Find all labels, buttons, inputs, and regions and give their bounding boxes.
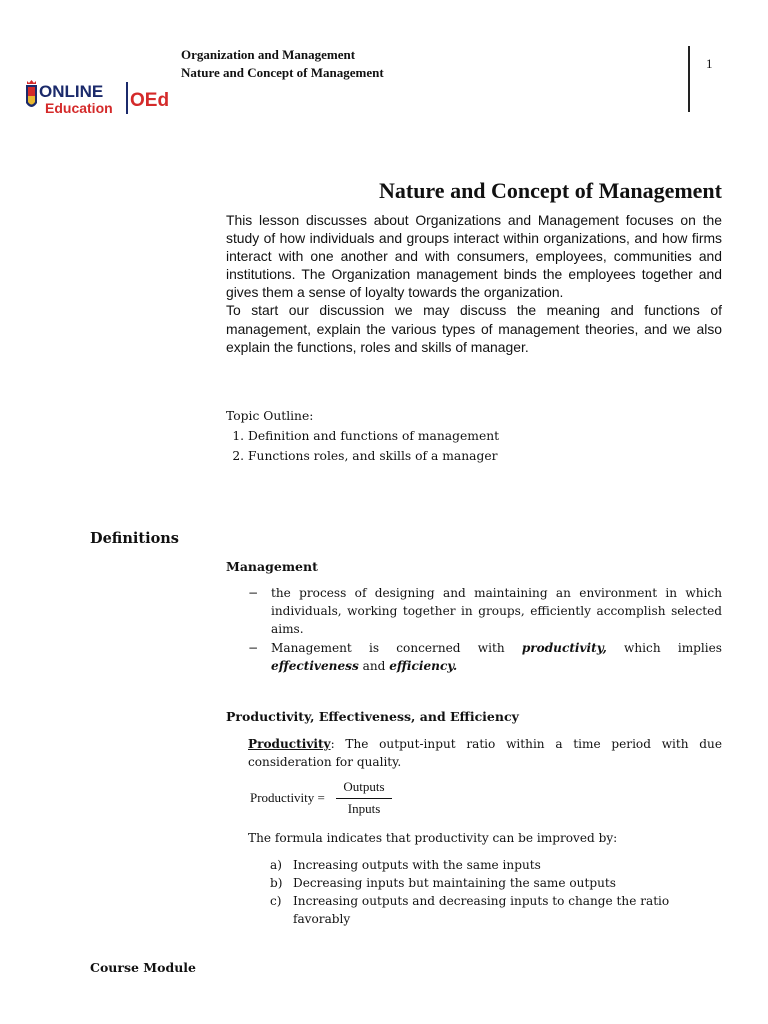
topic-outline-item: 1. Definition and functions of management (248, 426, 722, 446)
shield-icon (26, 80, 37, 107)
logo-online-text: ONLINE (39, 82, 104, 101)
topic-outline-list (226, 426, 722, 466)
productivity-term: Productivity (248, 737, 331, 751)
footer-course-module: Course Module (90, 960, 197, 975)
logo-oed-text: OEd (130, 90, 170, 111)
header-lesson-title: Nature and Concept of Management (181, 65, 384, 80)
page-number: 1 (706, 56, 713, 71)
header-divider (688, 46, 690, 112)
intro-section (226, 211, 722, 356)
improvement-item (270, 874, 710, 892)
definition-text: which implies (606, 640, 722, 655)
productivity-definition (248, 735, 722, 771)
improvement-intro: The formula indicates that productivity can be improved by: (248, 831, 618, 845)
formula-denominator: Inputs (347, 801, 381, 816)
logo-education-text: Education (45, 100, 113, 116)
logo-divider (126, 82, 128, 114)
formula-numerator: Outputs (343, 779, 385, 794)
improvement-item-text: Increasing outputs with the same inputs (293, 858, 541, 872)
definition-text: Management is concerned with (271, 640, 522, 655)
management-definition-item (248, 639, 722, 675)
dash-bullet-icon: − (248, 586, 259, 600)
topic-outline (226, 406, 722, 466)
dash-bullet-icon: − (248, 640, 259, 655)
intro-paragraph-2: To start our discussion we may discuss the meaning and functions of management, explain the various types of management theories, and we also explain the functions, roles and skills of manager. (226, 302, 722, 355)
productivity-definition-text: : The output-input ratio within a time period with due consideration for quality. (248, 737, 722, 770)
improvement-list (270, 856, 710, 928)
definitions-heading: Definitions (90, 530, 179, 547)
term-productivity: productivity, (521, 640, 607, 655)
definition-text: and (358, 658, 390, 673)
formula-fraction (336, 779, 392, 817)
page-title: Nature and Concept of Management (378, 178, 722, 203)
online-education-logo (24, 78, 184, 120)
term-efficiency: efficiency. (389, 658, 458, 673)
improvement-item (270, 856, 710, 874)
improvement-item (270, 892, 710, 928)
improvement-item-label: a) (270, 858, 282, 872)
header-course-title: Organization and Management (181, 47, 356, 62)
topic-outline-heading: Topic Outline: (226, 409, 314, 423)
definition-text: the process of designing and maintaining an environment in which individuals, working together in groups, efficiently accomplish selected aims. (271, 586, 722, 637)
formula-lhs: Productivity = (250, 790, 325, 805)
improvement-item-label: c) (270, 894, 282, 909)
management-definition-item (248, 584, 722, 639)
management-definition-list (248, 584, 722, 675)
improvement-item-text: Increasing outputs and decreasing inputs to change the ratio favorably (293, 894, 670, 927)
term-effectiveness: effectiveness (271, 658, 359, 673)
improvement-item-text: Decreasing inputs but maintaining the same outputs (293, 876, 616, 891)
improvement-item-label: b) (270, 876, 283, 891)
intro-paragraph-1: This lesson discusses about Organizations and Management focuses on the study of how individuals and groups interact within organizations, and how firms interact with one another and with consumers, employees, communities and institutions. The Organization management binds the employees together and gives them a sense of loyalty towards the organization. (226, 212, 722, 301)
management-heading: Management (226, 559, 318, 574)
pee-heading: Productivity, Effectiveness, and Efficiency (226, 709, 519, 724)
topic-outline-item: 2. Functions roles, and skills of a manager (248, 446, 722, 466)
